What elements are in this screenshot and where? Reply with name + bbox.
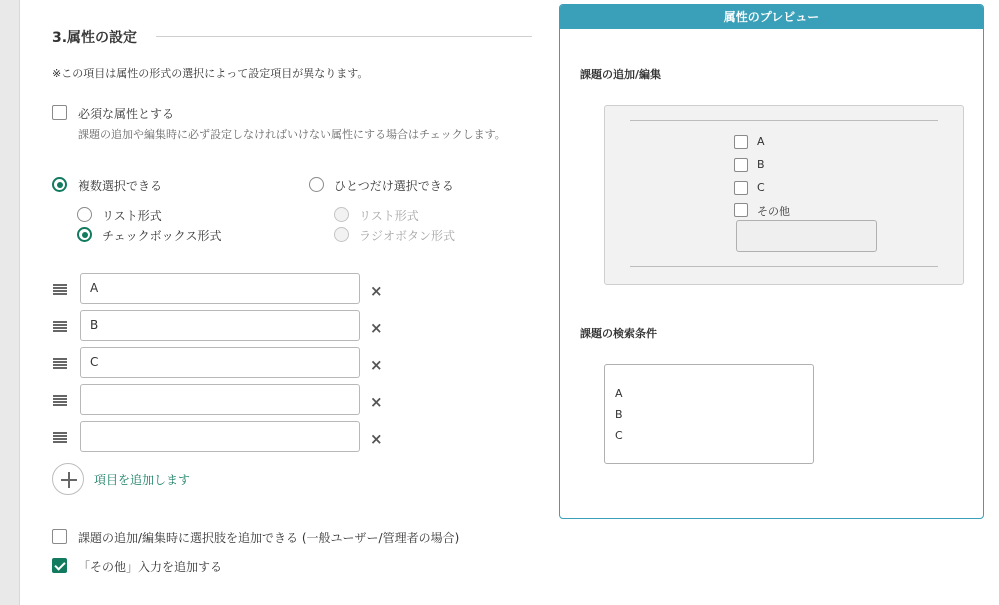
title-divider — [156, 36, 532, 37]
preview-checkbox[interactable] — [734, 135, 748, 149]
single-list-style-radio — [334, 207, 349, 222]
add-other-input-label[interactable]: 「その他」入力を追加する — [78, 560, 223, 574]
preview-divider — [630, 120, 938, 121]
checkbox-style-radio[interactable] — [77, 227, 92, 242]
single-select-radio[interactable] — [309, 177, 324, 192]
item-input[interactable]: B — [80, 310, 360, 341]
required-label[interactable]: 必須な属性とする — [78, 107, 175, 121]
single-list-style-label: リスト形式 — [359, 209, 419, 223]
drag-handle-icon[interactable] — [53, 358, 67, 369]
add-item-icon[interactable] — [52, 463, 84, 495]
attribute-preview-panel — [559, 4, 984, 519]
close-icon[interactable]: × — [370, 356, 383, 374]
section-note: ※この項目は属性の形式の選択によって設定項目が異なります。 — [52, 67, 369, 80]
preview-divider — [630, 266, 938, 267]
preview-option-label: B — [757, 158, 765, 171]
close-icon[interactable]: × — [370, 393, 383, 411]
multiple-list-style-radio[interactable] — [77, 207, 92, 222]
required-checkbox[interactable] — [52, 105, 67, 120]
preview-edit-title: 課題の追加/編集 — [580, 68, 662, 81]
preview-edit-box — [604, 105, 964, 285]
item-input[interactable] — [80, 384, 360, 415]
preview-other-input[interactable] — [736, 220, 877, 252]
section-title: 3.属性の設定 — [52, 30, 138, 46]
add-item-link[interactable]: 項目を追加します — [94, 473, 191, 487]
checkbox-style-label[interactable]: チェックボックス形式 — [102, 229, 222, 243]
single-select-label[interactable]: ひとつだけ選択できる — [334, 179, 454, 193]
drag-handle-icon[interactable] — [53, 284, 67, 295]
left-sidebar-edge — [0, 0, 20, 605]
drag-handle-icon[interactable] — [53, 395, 67, 406]
preview-search-title: 課題の検索条件 — [580, 327, 657, 340]
radio-button-style-radio — [334, 227, 349, 242]
allow-add-choice-label[interactable]: 課題の追加/編集時に選択肢を追加できる (一般ユーザー/管理者の場合) — [78, 531, 460, 545]
item-input[interactable]: A — [80, 273, 360, 304]
close-icon[interactable]: × — [370, 430, 383, 448]
radio-button-style-label: ラジオボタン形式 — [359, 229, 456, 243]
item-input[interactable] — [80, 421, 360, 452]
preview-header: 属性のプレビュー — [560, 5, 983, 29]
close-icon[interactable]: × — [370, 319, 383, 337]
search-option[interactable]: B — [615, 408, 623, 421]
preview-checkbox[interactable] — [734, 203, 748, 217]
preview-search-listbox[interactable] — [604, 364, 814, 464]
preview-option-label: C — [757, 181, 765, 194]
item-input[interactable]: C — [80, 347, 360, 378]
preview-checkbox[interactable] — [734, 158, 748, 172]
required-hint: 課題の追加や編集時に必ず設定しなければいけない属性にする場合はチェックします。 — [78, 128, 506, 141]
multiple-select-radio[interactable] — [52, 177, 67, 192]
add-other-input-checkbox[interactable] — [52, 558, 67, 573]
search-option[interactable]: C — [615, 429, 623, 442]
close-icon[interactable]: × — [370, 282, 383, 300]
preview-option-label: A — [757, 135, 765, 148]
drag-handle-icon[interactable] — [53, 321, 67, 332]
preview-option-label: その他 — [757, 205, 790, 218]
allow-add-choice-checkbox[interactable] — [52, 529, 67, 544]
drag-handle-icon[interactable] — [53, 432, 67, 443]
multiple-select-label[interactable]: 複数選択できる — [78, 179, 163, 193]
search-option[interactable]: A — [615, 387, 623, 400]
multiple-list-style-label[interactable]: リスト形式 — [102, 209, 162, 223]
preview-checkbox[interactable] — [734, 181, 748, 195]
